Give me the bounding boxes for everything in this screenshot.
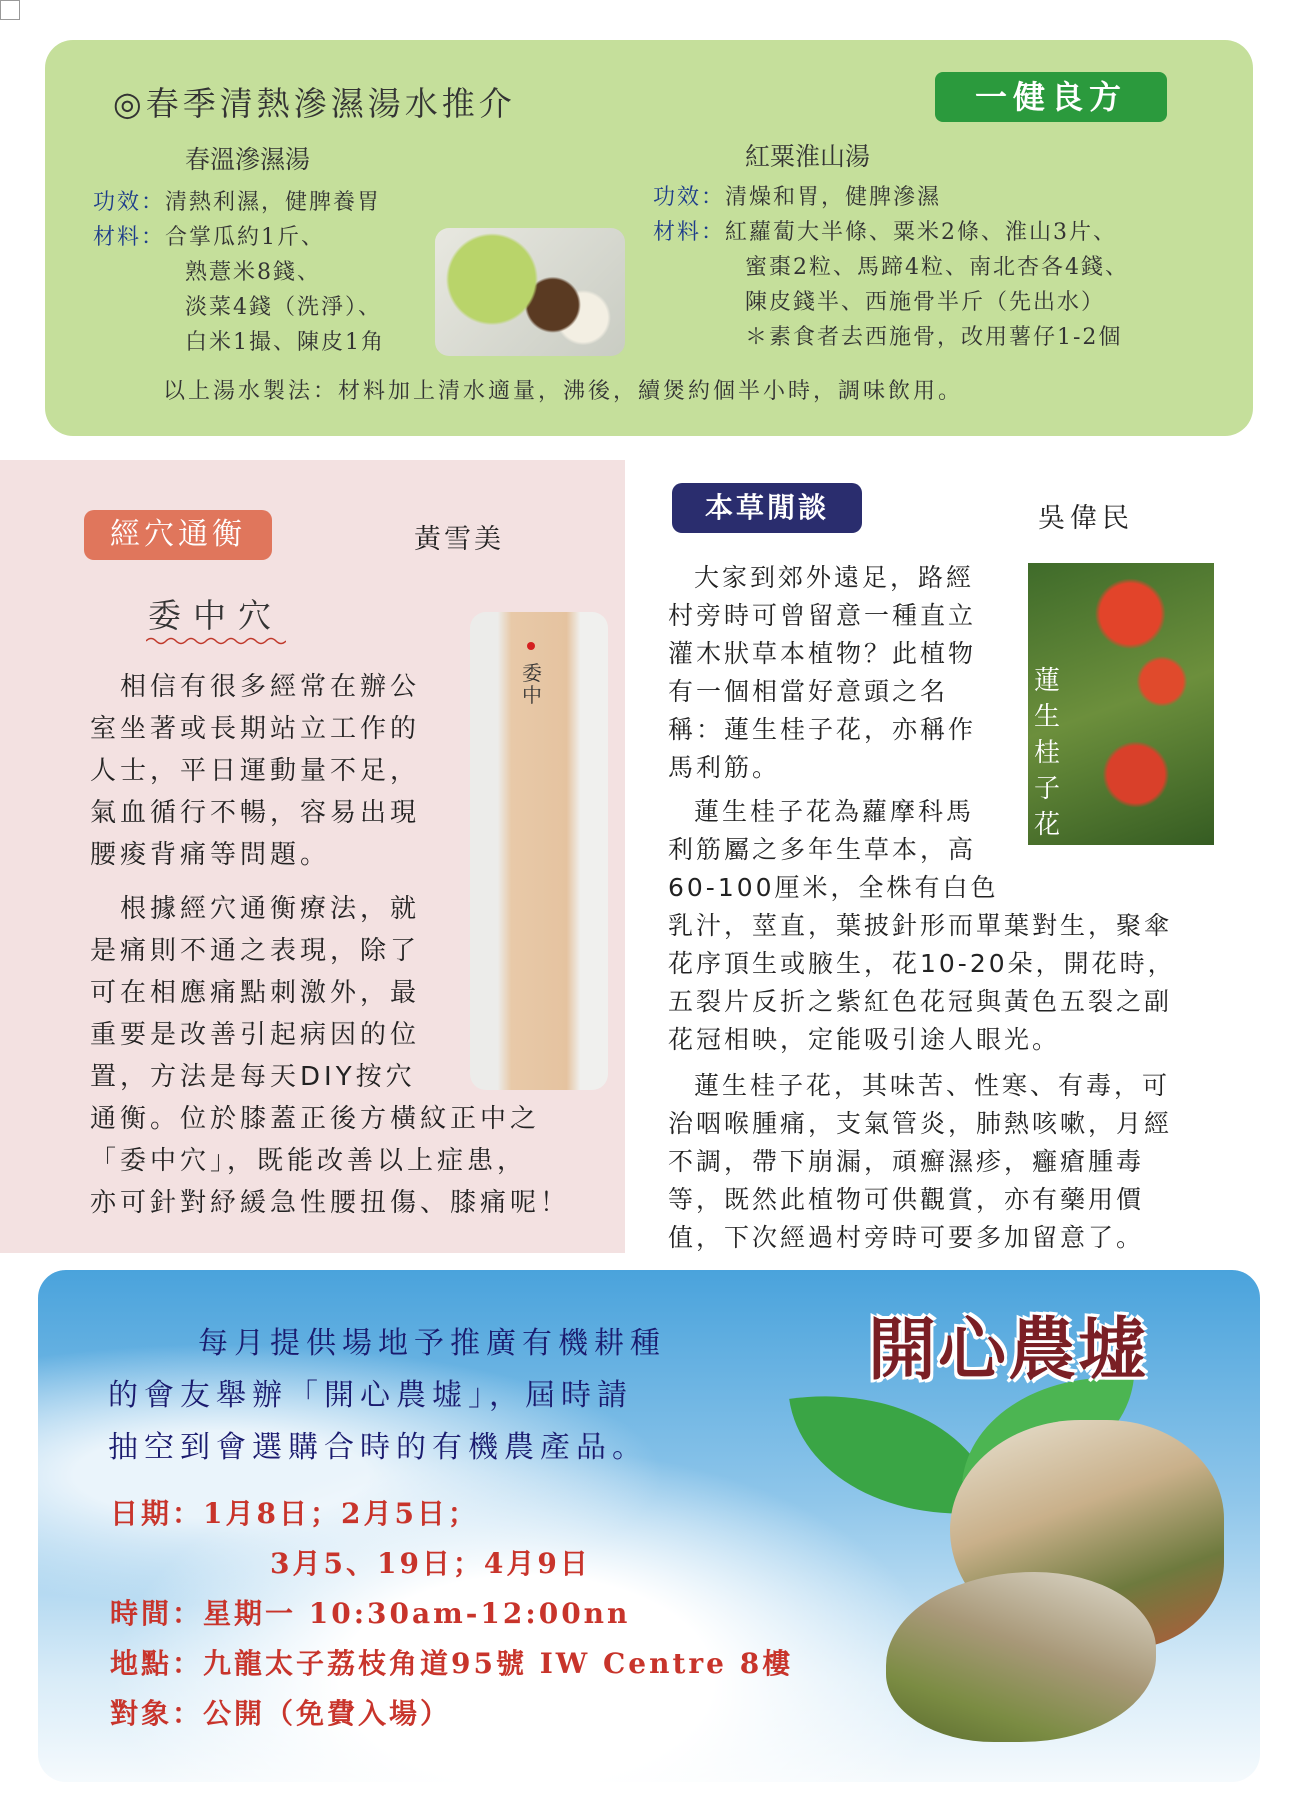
soup-method: 以上湯水製法：材料加上清水適量，沸後，續煲約個半小時，調味飲用。 <box>163 379 964 404</box>
farm-intro-line: 抽空到會選購合時的有機農產品。 <box>108 1430 648 1465</box>
recipe1-effect: 功效：清熱利濕，健脾養胃 <box>93 190 382 215</box>
herb-text-line: 稱：蓮生桂子花，亦稱作 <box>668 715 977 744</box>
soup-section-title: ◎春季清熱滲濕湯水推介 <box>113 84 516 123</box>
herb-text-line: 花冠相映，定能吸引途人眼光。 <box>668 1025 1061 1054</box>
acupoint-text-line: 重要是改善引起病因的位 <box>90 1020 421 1050</box>
farm-market-title: 開心農墟 <box>868 1311 1149 1390</box>
acupoint-column-tag: 經穴通衡 <box>84 510 272 560</box>
recipe1-ingredient: 白米1撮、陳皮1角 <box>185 330 385 355</box>
acupoint-text-line: 根據經穴通衡療法，就 <box>120 894 421 924</box>
recipe1-ingredients-line: 材料：合掌瓜約1斤、 <box>93 225 326 250</box>
soup-ingredients-photo <box>435 228 625 356</box>
column-badge: 一健良方 <box>935 72 1167 122</box>
acupoint-text-line: 相信有很多經常在辦公 <box>120 672 421 702</box>
recipe1-ingredient: 熟薏米8錢、 <box>185 260 321 285</box>
herb-text-line: 值，下次經過村旁時可要多加留意了。 <box>668 1223 1145 1252</box>
acupoint-text-line: 通衡。位於膝蓋正後方橫紋正中之 <box>90 1104 541 1134</box>
acupoint-text-line: 亦可針對紓緩急性腰扭傷、膝痛呢！ <box>90 1188 571 1218</box>
page-corner-mark <box>0 0 20 20</box>
herb-column-tag: 本草閒談 <box>672 483 862 533</box>
acupoint-text-line: 「委中穴」，既能改善以上症患， <box>90 1146 528 1176</box>
herb-text-line: 60-100厘米，全株有白色 <box>668 873 999 902</box>
herb-text-line: 馬利筋。 <box>668 753 781 782</box>
herb-text-line: 灌木狀草本植物？此植物 <box>668 639 977 668</box>
acupoint-text-line: 置，方法是每天DIY按穴 <box>90 1062 416 1092</box>
recipe2-note: ＊素食者去西施骨，改用薯仔1-2個 <box>745 325 1123 350</box>
herb-text-line: 治咽喉腫痛，支氣管炎，肺熱咳嗽，月經 <box>668 1109 1173 1138</box>
flower-photo <box>1028 563 1214 845</box>
herb-article <box>660 460 1220 1260</box>
soup-recommendation-panel <box>45 40 1253 436</box>
herb-text-line: 不調，帶下崩漏，頑癬濕疹，癰瘡腫毒 <box>668 1147 1145 1176</box>
herb-text-line: 大家到郊外遠足，路經 <box>694 563 975 592</box>
market-photo <box>886 1572 1156 1742</box>
leg-photo <box>470 612 608 1090</box>
wavy-underline <box>146 636 286 646</box>
flower-photo-label: 蓮生桂子花 <box>1034 666 1061 840</box>
recipe2-name: 紅粟淮山湯 <box>745 142 871 171</box>
acupoint-name: 委中穴 <box>148 596 283 635</box>
herb-author: 吳偉民 <box>1038 503 1134 534</box>
farm-market-panel <box>38 1270 1260 1782</box>
leg-photo-label: 委中 <box>522 661 542 707</box>
acupoint-text-line: 氣血循行不暢，容易出現 <box>90 798 421 828</box>
farm-audience: 對象：公開（免費入場） <box>110 1697 452 1730</box>
farm-dates-continued: 3月5、19日；4月9日 <box>270 1547 591 1580</box>
recipe2-ingredient: 陳皮錢半、西施骨半斤（先出水） <box>745 290 1106 315</box>
acupoint-text-line: 是痛則不通之表現，除了 <box>90 936 421 966</box>
acupoint-marker <box>527 642 535 650</box>
herb-text-line: 有一個相當好意頭之名 <box>668 677 949 706</box>
herb-text-line: 蓮生桂子花為蘿摩科馬 <box>694 797 975 826</box>
herb-text-line: 蓮生桂子花，其味苦、性寒、有毒，可 <box>694 1071 1171 1100</box>
herb-text-line: 等，既然此植物可供觀賞，亦有藥用價 <box>668 1185 1145 1214</box>
herb-text-line: 乳汁，莖直，葉披針形而單葉對生，聚傘 <box>668 911 1173 940</box>
herb-text-line: 村旁時可曾留意一種直立 <box>668 601 977 630</box>
acupoint-text-line: 人士，平日運動量不足， <box>90 756 421 786</box>
herb-text-line: 花序頂生或腋生，花10-20朵，開花時， <box>668 949 1176 978</box>
farm-time: 時間：星期一 10:30am-12:00nn <box>110 1597 631 1630</box>
acupoint-author: 黃雪美 <box>414 524 504 555</box>
farm-intro-line: 每月提供場地予推廣有機耕種 <box>198 1326 666 1361</box>
acupoint-article <box>0 460 625 1253</box>
farm-location: 地點：九龍太子荔枝角道95號 IW Centre 8樓 <box>110 1647 794 1680</box>
farm-intro-line: 的會友舉辦「開心農墟」，屆時請 <box>108 1378 633 1413</box>
farm-dates: 日期：1月8日；2月5日； <box>110 1497 479 1530</box>
acupoint-text-line: 室坐著或長期站立工作的 <box>90 714 421 744</box>
recipe2-ingredients-line: 材料：紅蘿蔔大半條、粟米2條、淮山3片、 <box>653 220 1118 245</box>
recipe1-ingredient: 淡菜4錢（洗淨）、 <box>185 295 382 320</box>
recipe1-name: 春溫滲濕湯 <box>185 145 311 174</box>
herb-text-line: 利筋屬之多年生草本，高 <box>668 835 977 864</box>
acupoint-text-line: 可在相應痛點刺激外，最 <box>90 978 421 1008</box>
recipe2-effect: 功效：清燥和胃，健脾滲濕 <box>653 185 942 210</box>
recipe2-ingredient: 蜜棗2粒、馬蹄4粒、南北杏各4錢、 <box>745 255 1129 280</box>
herb-text-line: 五裂片反折之紫紅色花冠與黃色五裂之副 <box>668 987 1173 1016</box>
acupoint-text-line: 腰痠背痛等問題。 <box>90 840 331 870</box>
